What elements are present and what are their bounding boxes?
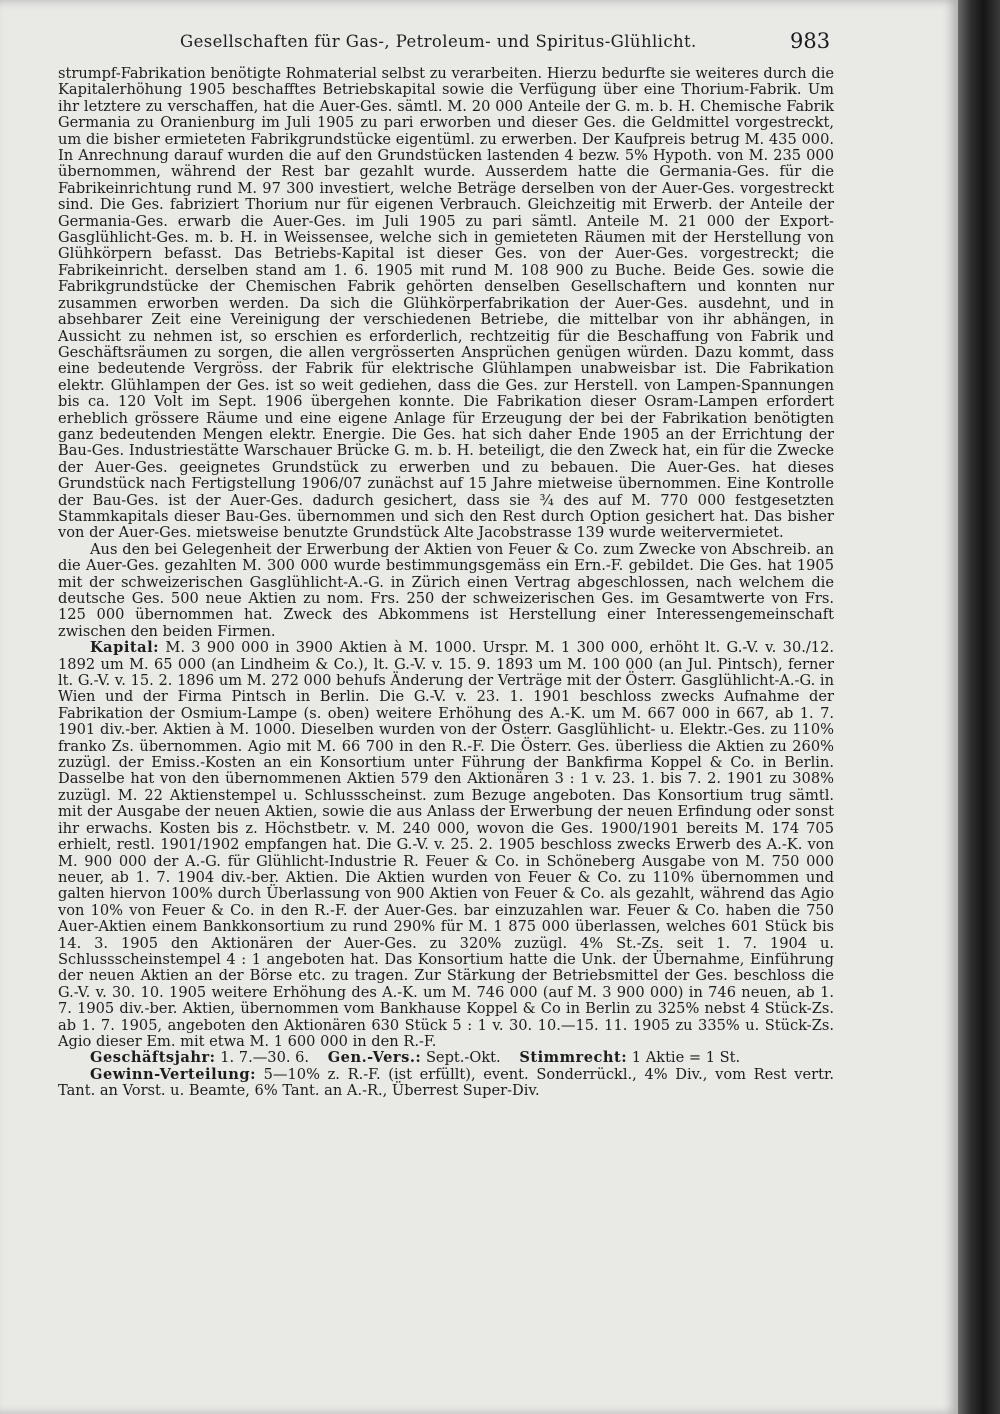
gewinn-label: Gewinn-Verteilung:: [90, 1065, 256, 1083]
genvers-label: Gen.-Vers.:: [327, 1049, 422, 1067]
kapital-label: Kapital:: [90, 639, 160, 657]
running-head: Gesellschaften für Gas-, Petroleum- und Spiritus-Glühlicht.: [180, 32, 697, 51]
geschaeftsjahr-label: Geschäftsjahr:: [90, 1049, 216, 1067]
paragraph-auer-subsidiaries: strumpf-Fabrikation benötigte Rohmaterial selbst zu verarbeiten. Hierzu bedurfte sie weiteres durch die Kapitalerhöhung 1905 beschafftes Betriebskapital sowie die Verfügung über eine Thorium-Fabrik. Um ihr letztere zu verschaffen, hat die Auer-Ges. sämtl. M. 20 000 Anteile der G. m. b. H. Chemische Fabrik Germania zu Oranienburg im Juli 1905 zu pari erworben und dieser Ges. die Geldmittel vorgestreckt, um die bisher ermieteten Fabrikgrundstücke eigentüml. zu erwerben. Der Kaufpreis betrug M. 435 000. In Anrechnung darauf wurden die auf den Grundstücken lastenden 4 bezw. 5% Hypoth. von M. 235 000 übernommen, während der Rest bar gezahlt wurde. Ausserdem hatte die Germania-Ges. für die Fabrikeinrichtung rund M. 97 300 investiert, welche Beträge derselben von der Auer-Ges. vorgestreckt sind. Die Ges. fabriziert Thorium nur für eigenen Verbrauch. Gleichzeitig mit Erwerb. der Anteile der Germania-Ges. erwarb die Auer-Ges. im Juli 1905 zu pari sämtl. Anteile M. 21 000 der Export-Gasglühlicht-Ges. m. b. H. in Weissensee, welche sich in gemieteten Räumen mit der Herstellung von Glühkörpern befasst. Das Betriebs-Kapital ist dieser Ges. von der Auer-Ges. vorgestreckt; die Fabrikeinricht. derselben stand am 1. 6. 1905 mit rund M. 108 900 zu Buche. Beide Ges. sowie die Fabrikgrundstücke der Chemischen Fabrik gehörten denselben Gesellschaftern und konnten nur zusammen erworben werden. Da sich die Glühkörperfabrikation der Auer-Ges. ausdehnt, und in absehbarer Zeit eine Vereinigung der verschiedenen Betriebe, die mittelbar von ihr abhängen, in Aussicht zu nehmen ist, so erschien es erforderlich, rechtzeitig für die Beschaffung von Fabrik und Geschäftsräumen zu sorgen, die allen vergrösserten Ansprüchen genügen würden. Dazu kommt, dass eine bedeutende Vergröss. der Fabrik für elektrische Glühlampen unabweisbar ist. Die Fabrikation elektr. Glühlampen der Ges. ist so weit gediehen, dass die Ges. zur Herstell. von Lampen-Spannungen bis ca. 120 Volt im Sept. 1906 übergehen konnte. Die Fabrikation dieser Osram-Lampen erfordert erheblich grössere Räume und eine eigene Anlage für Erzeugung der bei der Fabrikation benötigten ganz bedeutenden Mengen elektr. Energie. Die Ges. hat sich daher Ende 1905 an der Errichtung der Bau-Ges. Industriestätte Warschauer Brücke G. m. b. H. beteiligt, die den Zweck hat, ein für die Zwecke der Auer-Ges. geeignetes Grundstück zu erwerben und zu bebauen. Die Auer-Ges. hat dieses Grundstück nach Fertigstellung 1906/07 zunächst auf 15 Jahre mietweise übernommen. Eine Kontrolle der Bau-Ges. ist der Auer-Ges. dadurch gesichert, dass sie ¾ des auf M. 770 000 festgesetzten Stammkapitals dieser Bau-Ges. übernommen und sich den Rest durch Option gesichert hat. Das bisher von der Auer-Ges. mietsweise benutzte Grundstück Alte Jacobstrasse 139 wurde weitervermietet.: [58, 65, 834, 542]
genvers-text: Sept.-Okt.: [425, 1049, 501, 1067]
section-kapital: [58, 640, 834, 1050]
page-number: 983: [790, 29, 831, 53]
book-binding-shadow: [958, 0, 1000, 1414]
page-header: [0, 29, 958, 56]
stimmrecht-label: Stimmrecht:: [519, 1049, 628, 1067]
kapital-text: M. 3 900 000 in 3900 Aktien à M. 1000. Urspr. M. 1 300 000, erhöht lt. G.-V. v. 30./12. 1892 um M. 65 000 (an Lindheim & Co.), lt. G.-V. v. 15. 9. 1893 um M. 100 000 (an Jul. Pintsch), ferner lt. G.-V. v. 15. 2. 1896 um M. 272 000 behufs Änderung der Verträge mit der Österr. Gasglühlicht-A.-G. in Wien und der Firma Pintsch in Berlin. Die G.-V. v. 23. 1. 1901 beschloss zwecks Aufnahme der Fabrikation der Osmium-Lampe (s. oben) weitere Erhöhung des A.-K. um M. 667 000 in 667, ab 1. 7. 1901 div.-ber. Aktien à M. 1000. Dieselben wurden von der Österr. Gasglühlicht- u. Elektr.-Ges. zu 110% franko Zs. übernommen. Agio mit M. 66 700 in den R.-F. Die Österr. Ges. überliess die Aktien zu 260% zuzügl. der Emiss.-Kosten an ein Konsortium unter Führung der Bankfirma Koppel & Co. in Berlin. Dasselbe hat von den übernommenen Aktien 579 den Aktionären 3 : 1 v. 23. 1. bis 7. 2. 1901 zu 308% zuzügl. M. 22 Aktienstempel u. Schlussscheinst. zum Bezuge angeboten. Das Konsortium trug sämtl. mit der Ausgabe der neuen Aktien, sowie die aus Anlass der Erwerbung der neuen Erfindung oder sonst ihr erwachs. Kosten bis z. Höchstbetr. v. M. 240 000, wovon die Ges. 1900/1901 bereits M. 174 705 erhielt, restl. 1901/1902 empfangen hat. Die G.-V. v. 25. 2. 1905 beschloss zwecks Erwerb des A.-K. von M. 900 000 der A.-G. für Glühlicht-Industrie R. Feuer & Co. in Schöneberg Ausgabe von M. 750 000 neuer, ab 1. 7. 1904 div.-ber. Aktien. Die Aktien wurden von Feuer & Co. zu 110% übernommen und galten hiervon 100% durch Überlassung von 900 Aktien von Feuer & Co. als gezahlt, während das Agio von 10% von Feuer & Co. in den R.-F. der Auer-Ges. bar einzuzahlen war. Feuer & Co. haben die 750 Auer-Aktien einem Bankkonsortium zu rund 290% für M. 1 875 000 überlassen, welches 601 Stück bis 14. 3. 1905 den Aktionären der Auer-Ges. zu 320% zuzügl. 4% St.-Zs. seit 1. 7. 1904 u. Schlussscheinstempel 4 : 1 angeboten hat. Das Konsortium hatte die Unk. der Übernahme, Einführung der neuen Aktien an der Börse etc. zu tragen. Zur Stärkung der Betriebsmittel der Ges. beschloss die G.-V. v. 30. 10. 1905 weitere Erhöhung des A.-K. um M. 746 000 (auf M. 3 900 000) in 746 neuen, ab 1. 7. 1905 div.-ber. Aktien, übernommen vom Bankhause Koppel & Co in Berlin zu 325% nebst 4 Stück-Zs. ab 1. 7. 1905, angeboten den Aktionären 630 Stück 5 : 1 v. 30. 10.—15. 11. 1905 zu 335% u. Stück-Zs. Agio dieser Em. mit etwa M. 1 600 000 in den R.-F.: [58, 639, 834, 1050]
section-meta: [58, 1050, 834, 1066]
geschaeftsjahr-text: 1. 7.—30. 6.: [220, 1049, 310, 1067]
stimmrecht-text: 1 Aktie = 1 St.: [631, 1049, 741, 1067]
page-body: [58, 66, 834, 1100]
gewinn-text: 5—10% z. R.-F. (ist erfüllt), event. Sonderrückl., 4% Div., vom Rest vertr. Tant. an Vorst. u. Beamte, 6% Tant. an A.-R., Überrest Super-Div.: [58, 1065, 835, 1100]
section-gewinn-verteilung: [58, 1067, 834, 1100]
paragraph-feuer-agreement: Aus den bei Gelegenheit der Erwerbung der Aktien von Feuer & Co. zum Zwecke von Abschreib. an die Auer-Ges. gezahlten M. 300 000 wurde bestimmungsgemäss ein Ern.-F. gebildet. Die Ges. hat 1905 mit der schweizerischen Gasglühlicht-A.-G. in Zürich einen Vertrag abgeschlossen, nach welchem die deutsche Ges. 500 neue Aktien zu nom. Frs. 250 der schweizerischen Ges. im Gesamtwerte von Frs. 125 000 übernommen hat. Zweck des Abkommens ist Herstellung einer Interessengemeinschaft zwischen den beiden Firmen.: [58, 540, 834, 640]
